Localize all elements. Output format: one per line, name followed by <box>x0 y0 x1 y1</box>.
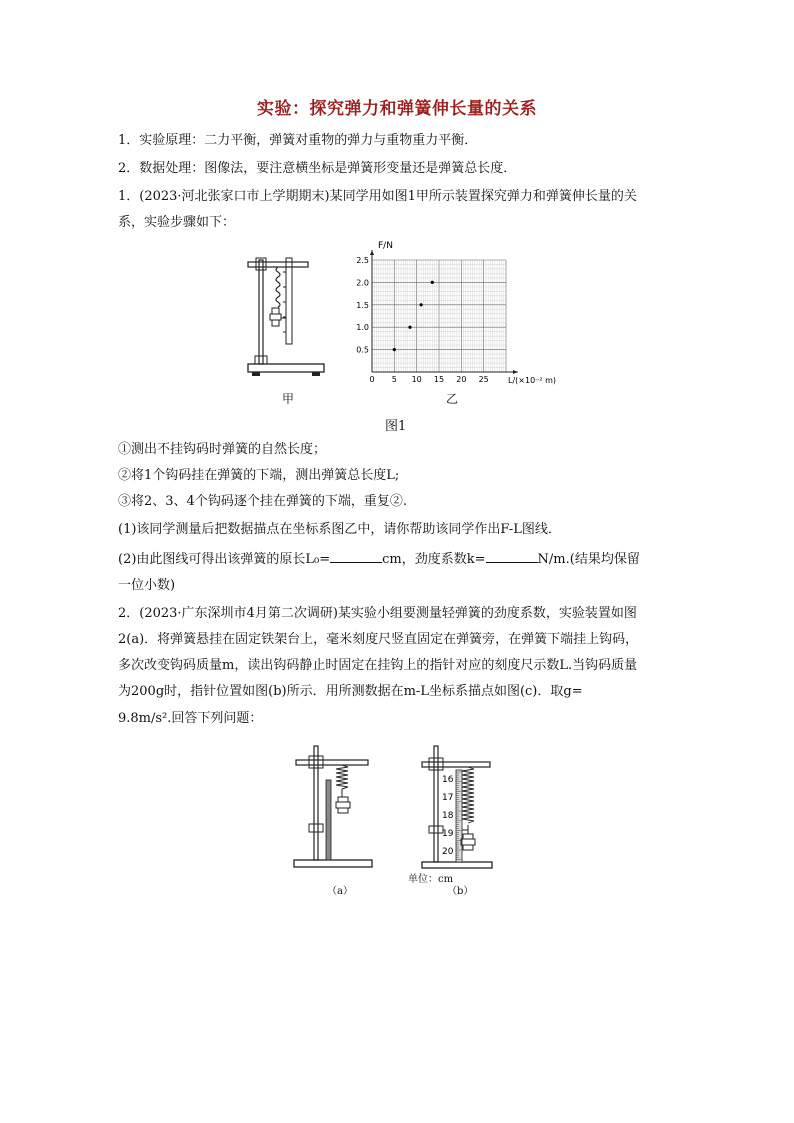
figure1-caption: 图1 <box>385 419 407 434</box>
x-tick-label: 25 <box>478 375 489 384</box>
sub2-text-c: N/m.(结果均保留 <box>537 552 640 567</box>
x-tick-label: 10 <box>411 375 422 384</box>
x-axis-arrow <box>513 370 518 374</box>
sub2-text-a: (2)由此图线可得出该弹簧的原长L₀= <box>118 552 331 567</box>
q1-intro-line1: 1．(2023·河北张家口市上学期期末)某同学用如图1甲所示装置探究弹力和弹簧伸长量的关 <box>118 189 637 204</box>
data-point <box>393 348 396 351</box>
apparatus-a <box>290 742 380 872</box>
q2-line5: 9.8m/s².回答下列问题： <box>118 711 263 726</box>
data-point <box>408 326 411 329</box>
q2-line3: 多次改变钩码质量m，读出钩码静止时固定在挂钩上的指针对应的刻度尺示数L.当钩码质量 <box>118 658 638 673</box>
step3: ③将2、3、4个钩码逐个挂在弹簧的下端，重复②. <box>118 494 407 509</box>
f-l-chart <box>348 240 557 390</box>
label-yi: 乙 <box>446 392 459 406</box>
data-point <box>431 281 434 284</box>
label-jia: 甲 <box>282 392 295 406</box>
q1-intro-line2: 系，实验步骤如下： <box>118 215 236 230</box>
q2-line2: 2(a)．将弹簧悬挂在固定铁架台上，毫米刻度尺竖直固定在弹簧旁，在弹簧下端挂上钩码， <box>118 632 639 647</box>
label-b: （b） <box>447 886 474 897</box>
page-title: 实验：探究弹力和弹簧伸长量的关系 <box>257 99 537 119</box>
q2-line4: 为200g时，指针位置如图(b)所示．用所测数据在m-L坐标系描点如图(c)．取g= <box>118 684 583 699</box>
x-tick-label: 20 <box>456 375 467 384</box>
y-tick-label: 0.5 <box>356 345 369 355</box>
processing-text: 2．数据处理：图像法，要注意横坐标是弹簧形变量还是弹簧总长度． <box>118 161 517 176</box>
y-axis-label: F/N <box>378 241 393 251</box>
ruler-label-16: 16 <box>442 775 454 785</box>
step2: ②将1个钩码挂在弹簧的下端，测出弹簧总长度L; <box>118 468 400 483</box>
sub2-line2: 一位小数) <box>118 578 176 593</box>
ruler-label-20: 20 <box>442 847 454 857</box>
data-point <box>420 303 423 306</box>
x-tick-label: 15 <box>433 375 445 384</box>
x-axis-label: L/(×10⁻² m) <box>508 376 557 385</box>
principle-text: 1．实验原理：二力平衡，弹簧对重物的弹力与重物重力平衡． <box>118 133 478 148</box>
unit-label: 单位：cm <box>408 874 454 885</box>
step1: ①测出不挂钩码时弹簧的自然长度； <box>118 442 327 457</box>
ruler-label-18: 18 <box>442 811 454 821</box>
sub-question-2 <box>118 547 678 573</box>
spring-apparatus-jia <box>240 252 340 382</box>
apparatus-b <box>418 742 498 872</box>
answer-blank-k[interactable] <box>486 548 538 563</box>
label-a: （a） <box>327 886 353 897</box>
y-tick-label: 2.0 <box>356 278 369 288</box>
y-axis-arrow <box>370 250 374 255</box>
y-tick-label: 1.0 <box>356 323 369 333</box>
x-tick-label: 5 <box>391 375 397 384</box>
sub-question-1: (1)该同学测量后把数据描点在坐标系图乙中，请你帮助该同学作出F-L图线． <box>118 522 561 537</box>
y-tick-label: 2.5 <box>356 256 369 265</box>
sub2-text-b: cm，劲度系数k= <box>382 552 486 567</box>
x-tick-label: 0 <box>369 375 375 384</box>
answer-blank-l0[interactable] <box>330 548 382 563</box>
q2-line1: 2．(2023·广东深圳市4月第二次调研)某实验小组要测量轻弹簧的劲度系数，实验装置如图 <box>118 606 637 621</box>
ruler-label-17: 17 <box>442 793 454 803</box>
chart-ticks <box>356 256 488 384</box>
ruler-label-19: 19 <box>442 829 454 839</box>
y-tick-label: 1.5 <box>356 300 369 310</box>
chart-grid <box>372 260 506 372</box>
